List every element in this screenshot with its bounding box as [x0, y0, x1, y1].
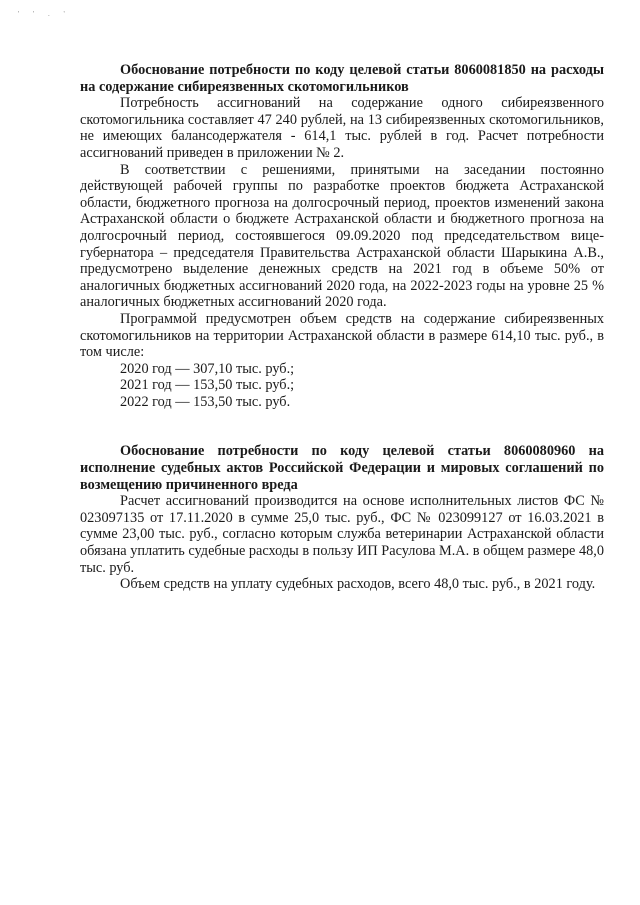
scan-corner-marks: ' ' . ': [18, 10, 71, 18]
year-item-2020: 2020 год — 307,10 тыс. руб.;: [120, 360, 295, 377]
section1-paragraph-1: Потребность ассигнований на содержание одного сибиреязвенного скотомогильника составляет 47 240 рублей, на 13 сибиреязвенных скотомогильников, не имеющих балансодержателя - 614,1 тыс. рублей в год. Расчет потребности ассигнований приведен в приложении № 2.: [80, 95, 604, 161]
section1-heading: Обоснование потребности по коду целевой статьи 8060081850 на расходы на содержание сибиреязвенных скотомогильников: [80, 62, 604, 95]
section1-paragraph-2: В соответствии с решениями, принятыми на заседании постоянно действующей рабочей группы по разработке проектов бюджета Астраханской области, бюджетного прогноза на долгосрочный период, проектов изменений закона Астраханской области о бюджете Астраханской области и бюджетного прогноза на долгосрочный период, состоявшегося 09.09.2020 под председательством вице-губернатора – председателя Правительства Астраханской области Шарыкина А.В., предусмотрено выделение денежных средств на 2021 год в объеме 50% от аналогичных бюджетных ассигнований 2020 года, на 2022-2023 годы на уровне 25 % аналогичных бюджетных ассигнований 2020 года.: [80, 161, 604, 311]
document-body: [80, 62, 604, 593]
section2-heading: Обоснование потребности по коду целевой статьи 8060080960 на исполнение судебных актов Российской Федерации и мировых соглашений по возмещению причиненного вреда: [80, 443, 604, 493]
section1-year-list: [80, 361, 604, 411]
section1-paragraph-3: Программой предусмотрен объем средств на содержание сибиреязвенных скотомогильников на территории Астраханской области в размере 614,10 тыс. руб., в том числе:: [80, 310, 604, 361]
section-court-acts: [80, 443, 604, 592]
section-spacer: [80, 410, 604, 443]
section2-paragraph-1: Расчет ассигнований производится на основе исполнительных листов ФС № 023097135 от 17.11.2020 в сумме 25,0 тыс. руб., ФС № 023099127 от 16.03.2021 в сумме 23,00 тыс. руб., согласно которым служба ветеринарии Астраханской области обязана уплатить судебные расходы в пользу ИП Расулова М.А. в общем размере 48,0 тыс. руб.: [80, 493, 604, 576]
year-item-2022: 2022 год — 153,50 тыс. руб.: [120, 393, 291, 410]
section2-paragraph-2: Объем средств на уплату судебных расходов, всего 48,0 тыс. руб., в 2021 году.: [120, 576, 596, 593]
year-item-2021: 2021 год — 153,50 тыс. руб.;: [120, 377, 295, 394]
section-anthrax-burial-grounds: [80, 62, 604, 410]
